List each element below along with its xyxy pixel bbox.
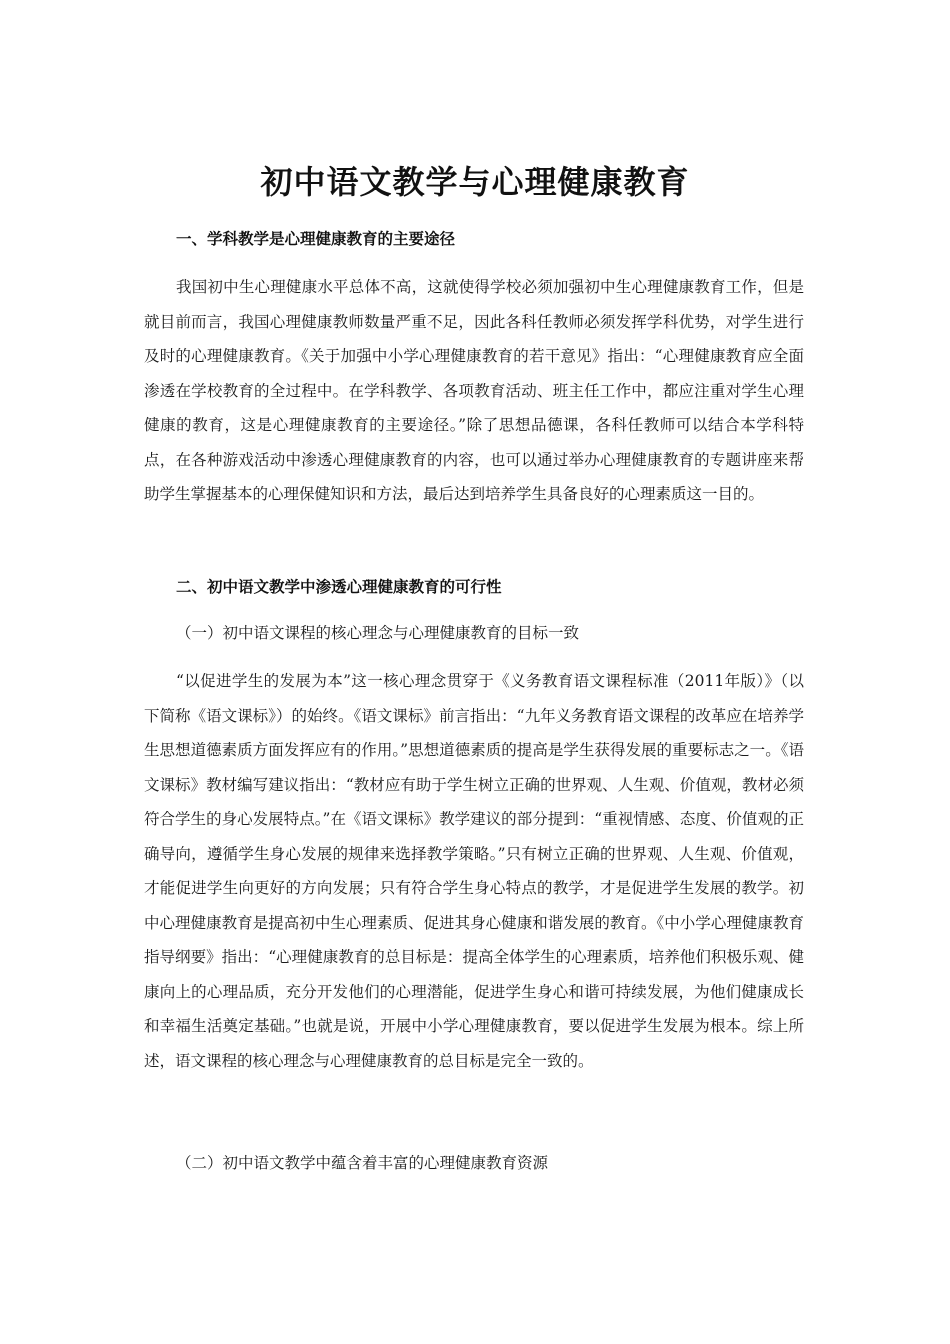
document-title: 初中语文教学与心理健康教育: [260, 163, 690, 201]
subsection-heading-1: （一）初中语文课程的核心理念与心理健康教育的目标一致: [176, 624, 580, 642]
section-heading-2: 二、初中语文教学中渗透心理健康教育的可行性: [176, 578, 502, 596]
subsection-1-paragraph: “以促进学生的发展为本”这一核心理念贯穿于《义务教育语文课程标准（2011年版）》（以下简称《语文课标》）的始终。《语文课标》前言指出：“九年义务教育语文课程的改革应在培养学生思想道德素质方面发挥应有的作用。”思想道德素质的提高是学生获得发展的重要标志之一。《语文课标》教材编写建议指出：“教材应有助于学生树立正确的世界观、人生观、价值观，教材必须符合学生的身心发展特点。”在《语文课标》教学建议的部分提到：“重视情感、态度、价值观的正确导向，遵循学生身心发展的规律来选择教学策略。”只有树立正确的世界观、人生观、价值观，才能促进学生向更好的方向发展；只有符合学生身心特点的教学，才是促进学生发展的教学。初中心理健康教育是提高初中生心理素质、促进其身心健康和谐发展的教育。《中小学心理健康教育指导纲要》指出：“心理健康教育的总目标是：提高全体学生的心理素质，培养他们积极乐观、健康向上的心理品质，充分开发他们的心理潜能，促进学生身心和谐可持续发展，为他们健康成长和幸福生活奠定基础。”也就是说，开展中小学心理健康教育，要以促进学生发展为根本。综上所述，语文课程的核心理念与心理健康教育的总目标是完全一致的。: [144, 672, 804, 1070]
subsection-heading-2: （二）初中语文教学中蕴含着丰富的心理健康教育资源: [176, 1154, 549, 1172]
section-heading-1: 一、学科教学是心理健康教育的主要途径: [176, 230, 456, 248]
section-1-paragraph: 我国初中生心理健康水平总体不高，这就使得学校必须加强初中生心理健康教育工作，但是就目前而言，我国心理健康教师数量严重不足，因此各科任教师必须发挥学科优势，对学生进行及时的心理健康教育。《关于加强中小学心理健康教育的若干意见》指出：“心理健康教育应全面渗透在学校教育的全过程中。在学科教学、各项教育活动、班主任工作中，都应注重对学生心理健康的教育，这是心理健康教育的主要途径。”除了思想品德课，各科任教师可以结合本学科特点，在各种游戏活动中渗透心理健康教育的内容，也可以通过举办心理健康教育的专题讲座来帮助学生掌握基本的心理保健知识和方法，最后达到培养学生具备良好的心理素质这一目的。: [144, 278, 804, 503]
